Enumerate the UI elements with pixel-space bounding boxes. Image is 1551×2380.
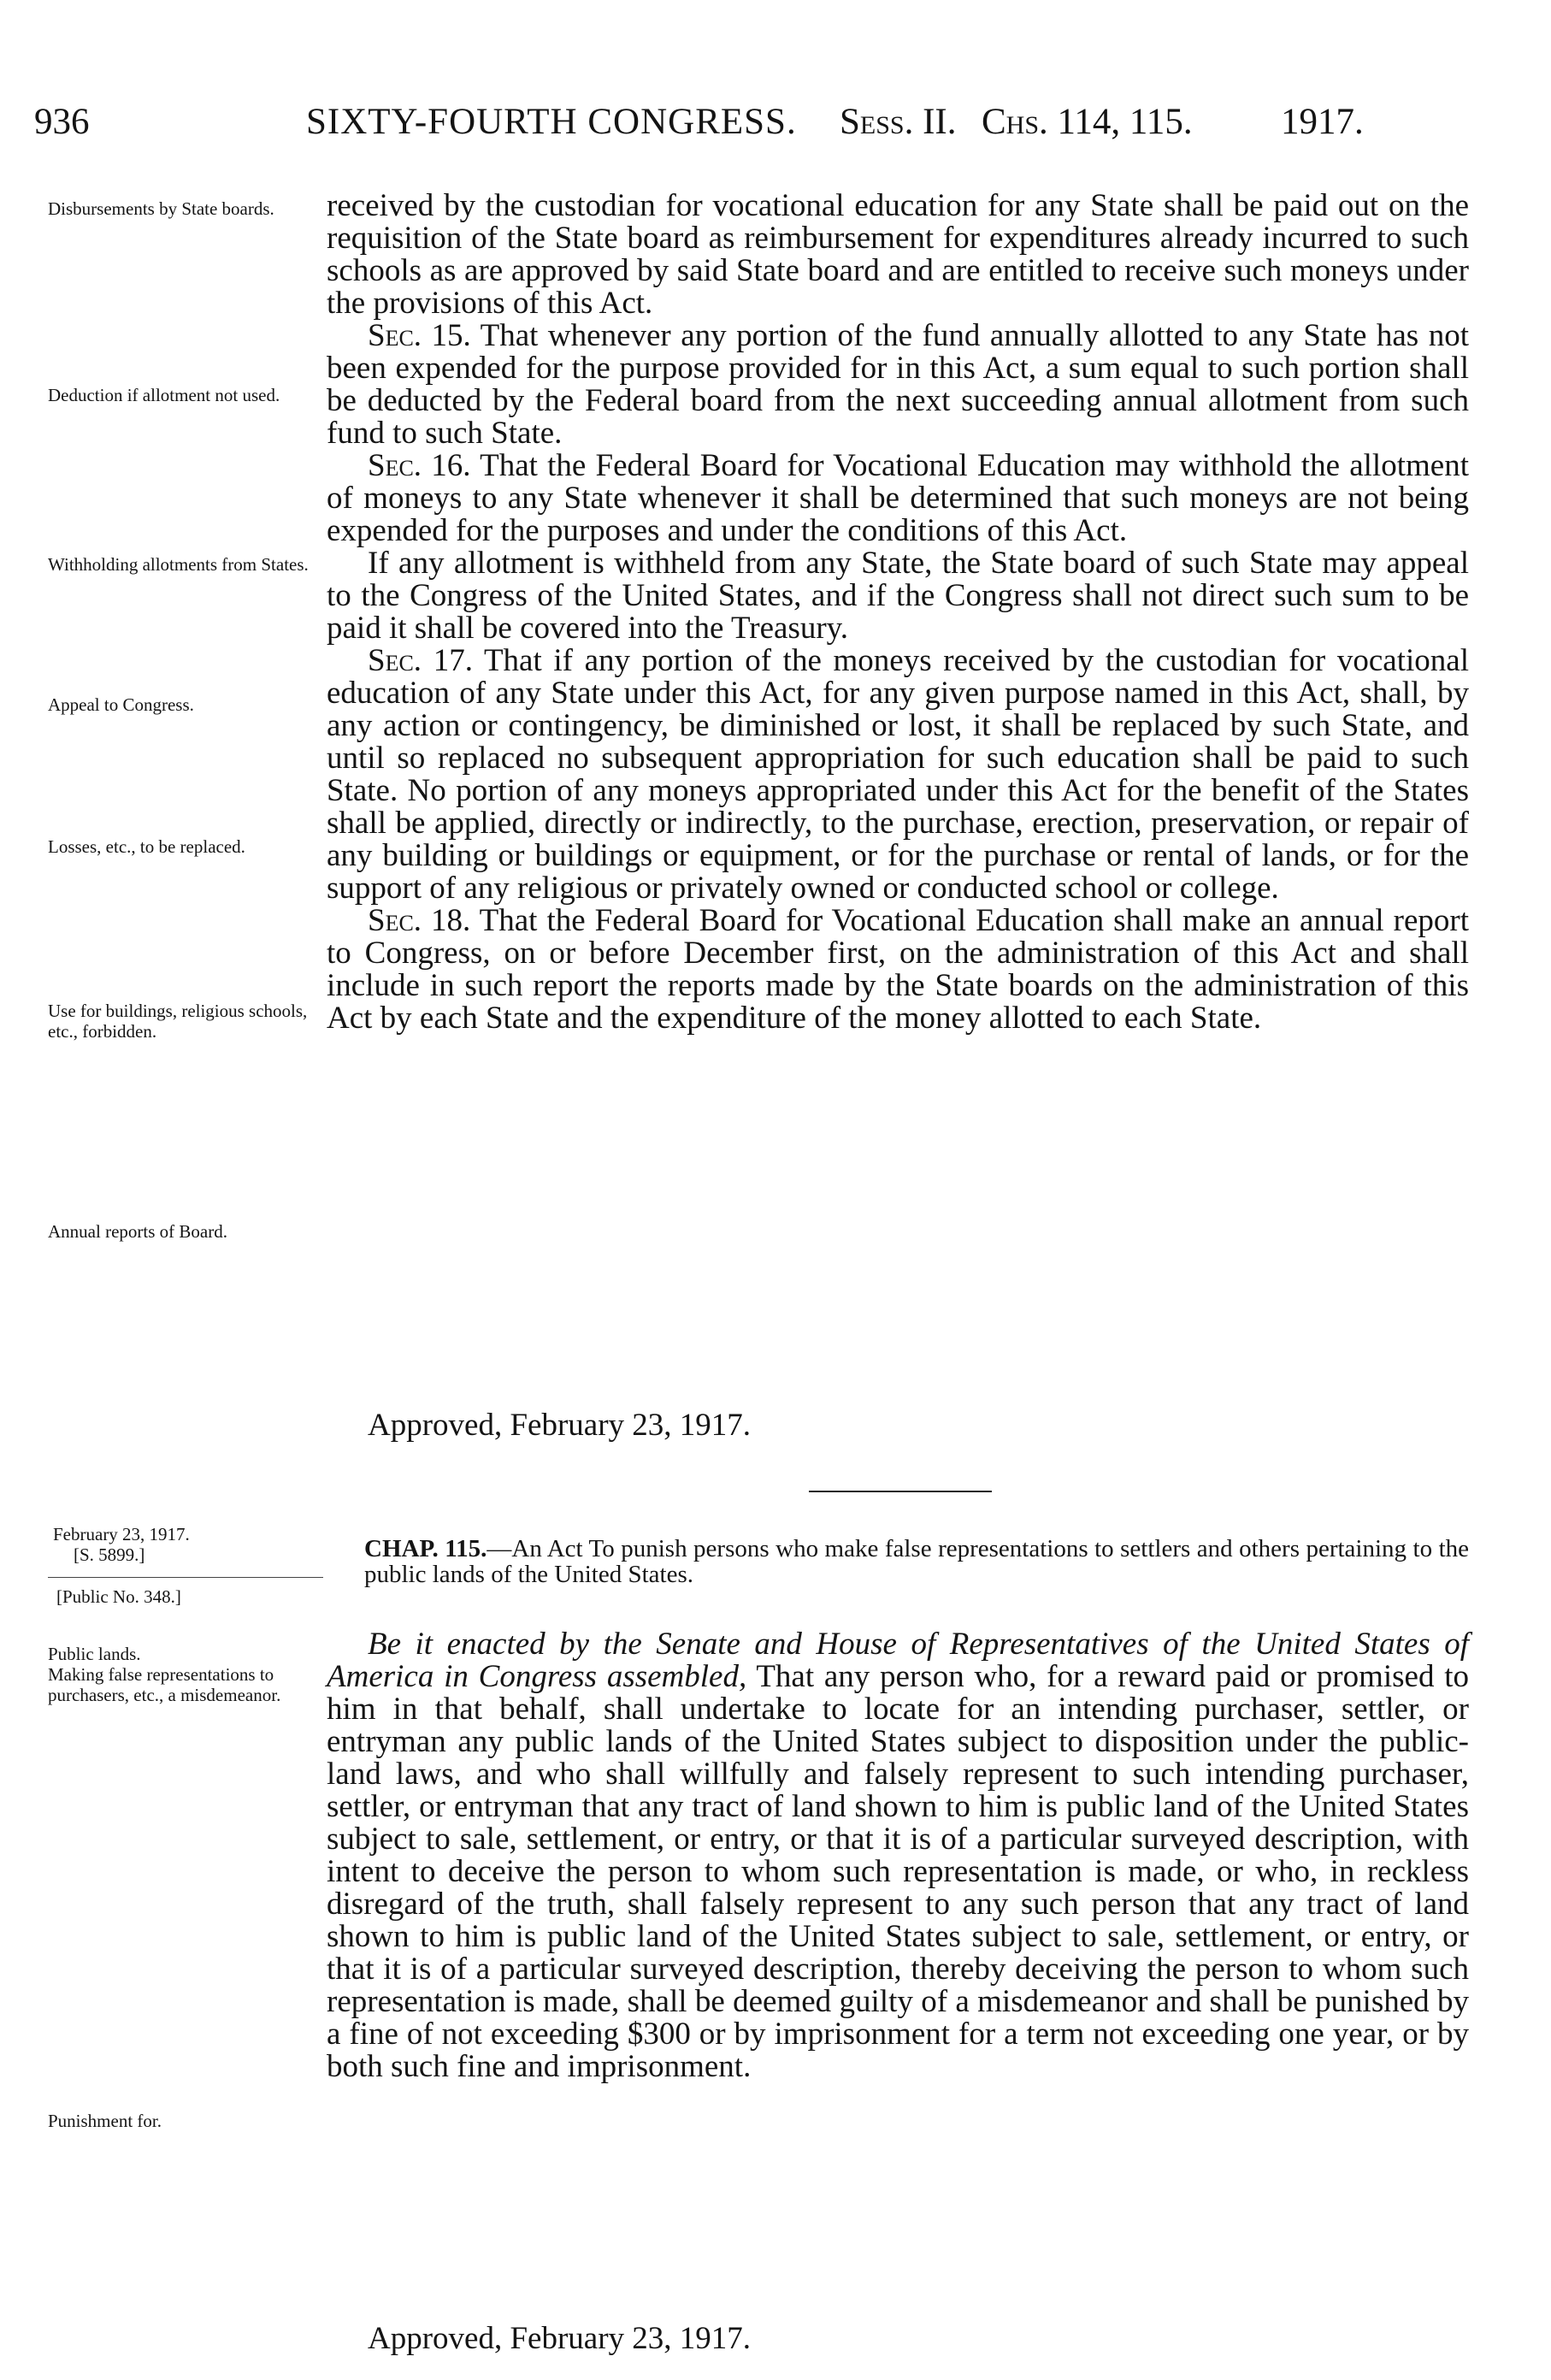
approved-line-2: Approved, February 23, 1917.: [368, 2321, 752, 2356]
section-17-label: Sec. 17.: [368, 643, 473, 678]
chapter-115-heading: [364, 1536, 1469, 1587]
chapter-115-body: [327, 1628, 1469, 2083]
chapter-label: CHAP. 115.: [364, 1535, 487, 1562]
paragraph-appeal: If any allotment is withheld from any State, the State board of such State may appeal to the Congress of the United States, and if the Congress shall not direct such sum to be paid it shall be covered into the Treasury.: [327, 546, 1469, 646]
paragraph-disbursements: received by the custodian for vocational education for any State shall be paid out on the requisition of the State board as reimbursement for expenditures already incurred to such schools as are approved by said State board and are entitled to receive such moneys under the provisions of this Act.: [327, 188, 1469, 321]
chapter-title: —An Act To punish persons who make false representations to settlers and others pertaining to the public lands of the United States.: [364, 1535, 1469, 1588]
section-divider-rule: [809, 1491, 992, 1492]
section-15-label: Sec. 15.: [368, 318, 471, 353]
marginal-note-public-lands: Public lands.: [48, 1644, 141, 1664]
chapters-label: Chs. 114, 115.: [982, 102, 1193, 142]
section-18-text: That the Federal Board for Vocational Education shall make an annual report to Congress, on or before December first, on the administration of this Act and shall include in such report the reports made by the State boards on the administration of this Act by each State and the expenditure of the money allotted to each State.: [327, 903, 1469, 1036]
sidebox-divider: [48, 1577, 323, 1578]
marginal-note-false-representations: Making false representations to purchasers, etc., a misdemeanor.: [48, 1664, 281, 1705]
year-label: 1917.: [1281, 102, 1364, 142]
chapter-date: February 23, 1917.: [53, 1524, 190, 1544]
section-16-label: Sec. 16.: [368, 448, 471, 483]
session-label: Sess. II.: [840, 102, 957, 142]
section-18-label: Sec. 18.: [368, 903, 471, 938]
marginal-note-deduction: Deduction if allotment not used.: [48, 385, 280, 405]
section-17-text: That if any portion of the moneys received by the custodian for vocational education of any State under this Act, for any given purpose named in this Act, shall, by any action or contingency, be diminished or lost, it shall be replaced by such State, and until so replaced no subsequent appropriation for such education shall be paid to such State. No portion of any moneys appropriated under this Act for the benefit of the States shall be applied, directly or indirectly, to the purchase, erection, preservation, or repair of any building or buildings or equipment, or for the purchase or rental of lands, or for the support of any religious or privately owned or conducted school or college.: [327, 643, 1469, 906]
marginal-note-appeal: Appeal to Congress.: [48, 694, 194, 715]
marginal-note-losses: Losses, etc., to be replaced.: [48, 836, 245, 857]
main-text-block: [327, 190, 1469, 1035]
senate-bill-number: [S. 5899.]: [74, 1544, 145, 1565]
congress-title: SIXTY-FOURTH CONGRESS.: [306, 102, 797, 142]
running-header: [34, 101, 1462, 152]
enacting-clause: Be it enacted by the Senate and House of Representatives of the United States of America in Congress assembled,: [327, 1627, 1469, 1694]
section-16: [327, 450, 1469, 547]
chapter-115-sidebox: [48, 1524, 323, 1607]
approved-line-1: Approved, February 23, 1917.: [368, 1408, 752, 1443]
section-15-text: That whenever any portion of the fund annually allotted to any State has not been expended for the purpose provided for in this Act, a sum equal to such portion shall be deducted by the Federal board from the next succeeding annual allotment from such fund to such State.: [327, 318, 1469, 451]
marginal-note-disbursements: Disbursements by State boards.: [48, 198, 274, 219]
section-15: [327, 320, 1469, 450]
marginal-note-withholding: Withholding allotments from States.: [48, 554, 309, 575]
section-16-text: That the Federal Board for Vocational Education may withhold the allotment of moneys to any State whenever it shall be determined that such moneys are not being expended for the purposes and under the conditions of this Act.: [327, 448, 1469, 548]
page-number: 936: [34, 102, 90, 142]
marginal-note-annual-reports: Annual reports of Board.: [48, 1221, 227, 1242]
section-17: [327, 645, 1469, 905]
section-18: [327, 905, 1469, 1035]
chapter-115-text: That any person who, for a reward paid or promised to him in that behalf, shall undertake to locate for an intending purchaser, settler, or entryman any public lands of the United States subject to disposition under the public-land laws, and who shall willfully and falsely represent to such intending purchaser, settler, or entryman that any tract of land shown to him is public land of the United States subject to sale, settlement, or entry, or that it is of a particular surveyed description, with intent to deceive the person to whom such representation is made, or who, in reckless disregard of the truth, shall falsely represent to any such person that any tract of land shown to him is public land of the United States subject to sale, settlement, or entry, or that it is of a particular surveyed description, thereby deceiving the person to whom such representation is made, shall be deemed guilty of a misdemeanor and shall be punished by a fine of not exceeding $300 or by imprisonment for a term not exceeding one year, or by both such fine and imprisonment.: [327, 1659, 1469, 2084]
marginal-note-punishment: Punishment for.: [48, 2111, 162, 2131]
chapter-115-paragraph: [327, 1628, 1469, 2083]
public-law-number: [Public No. 348.]: [56, 1586, 181, 1607]
marginal-note-use-for-buildings: Use for buildings, religious schools, etc., forbidden.: [48, 1001, 308, 1042]
